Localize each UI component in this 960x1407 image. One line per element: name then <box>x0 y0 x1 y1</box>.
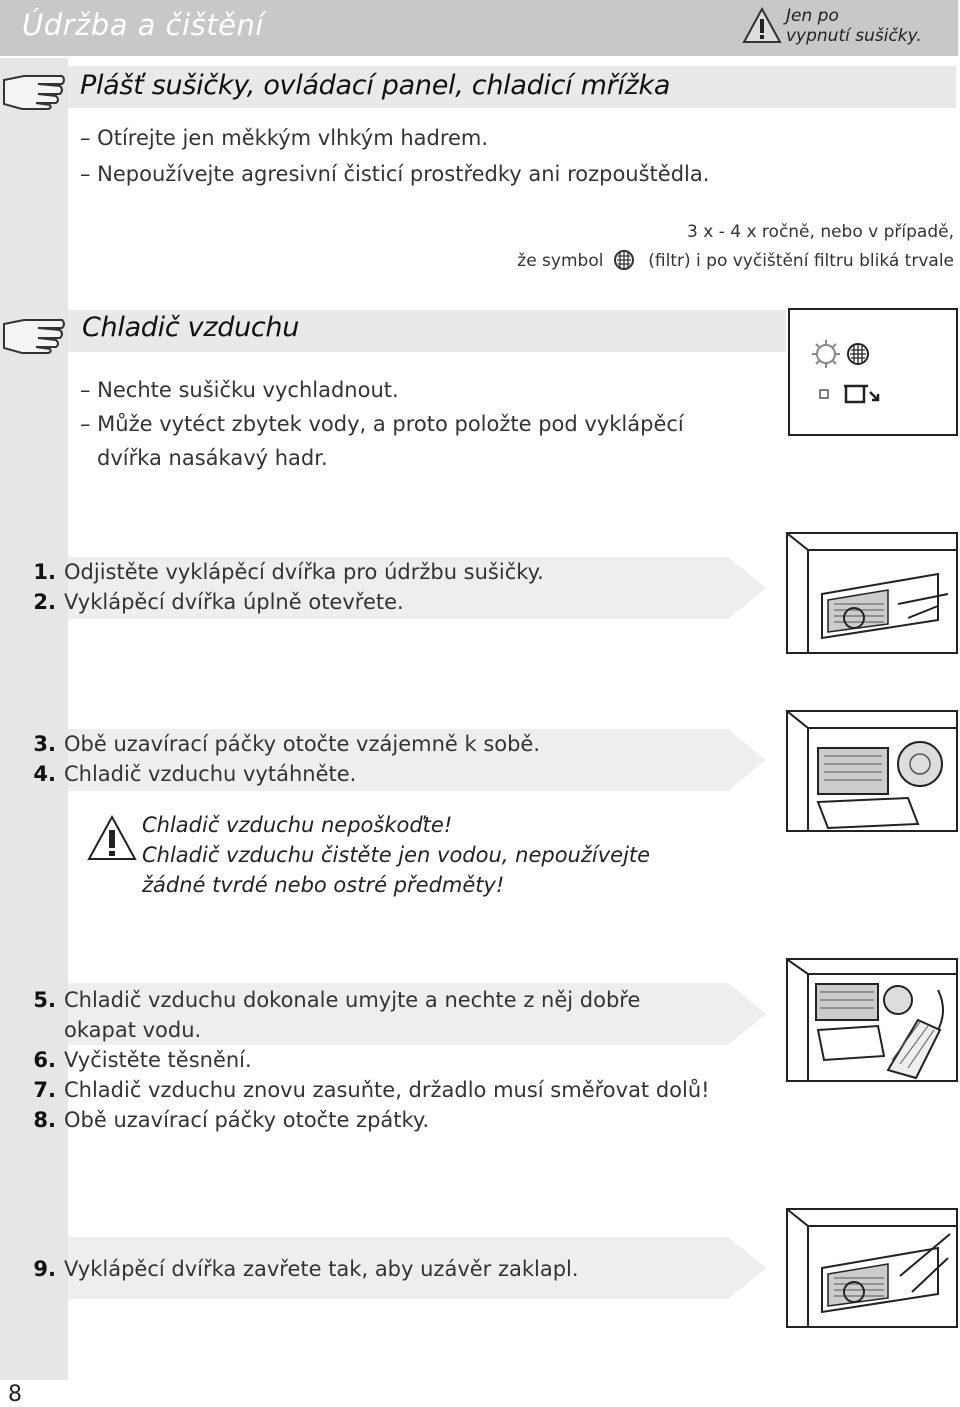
frequency-note-line1: 3 x - 4 x ročně, nebo v případě, <box>687 222 954 242</box>
open-door-illustration <box>786 532 958 654</box>
frequency-note-suffix: (filtr) i po vyčištění filtru bliká trvale <box>648 251 954 271</box>
dryer-open-door-icon <box>788 534 956 652</box>
step-item: 2. Vyklápěcí dvířka úplně otevřete. <box>33 590 404 614</box>
air-cooler-bullet-list <box>80 374 684 474</box>
step-item: 8. Obě uzavírací páčky otočte zpátky. <box>33 1108 430 1132</box>
caution-line1: Chladič vzduchu nepoškoďte! <box>142 813 453 837</box>
step-group-4 <box>20 1254 579 1284</box>
step-item: 9. Vyklápěcí dvířka zavřete tak, aby uzávěr zaklapl. <box>33 1257 579 1281</box>
step-item: 7. Chladič vzduchu znovu zasuňte, držadlo musí směřovat dolů! <box>33 1078 710 1102</box>
control-panel-symbols-icon <box>790 310 956 434</box>
pointing-hand-icon <box>2 310 68 354</box>
dryer-cooler-icon <box>788 712 956 830</box>
dryer-close-door-icon <box>788 1210 956 1326</box>
step-item: 4. Chladič vzduchu vytáhněte. <box>33 762 357 786</box>
list-item: dvířka nasákavý hadr. <box>97 446 328 470</box>
left-sidebar <box>0 58 68 1380</box>
warning-triangle-icon <box>742 6 782 44</box>
frequency-note-line2 <box>517 249 954 271</box>
page-number: 8 <box>8 1382 22 1407</box>
step-group-2 <box>20 729 540 789</box>
caution-line3: žádné tvrdé nebo ostré předměty! <box>142 873 505 897</box>
caution-line2: Chladič vzduchu čistěte jen vodou, nepoužívejte <box>142 843 651 867</box>
close-door-illustration <box>786 1208 958 1328</box>
caution-text <box>142 810 650 900</box>
caution-triangle-icon <box>86 814 138 862</box>
step-item: 6. Vyčistěte těsnění. <box>33 1048 252 1072</box>
step-item: 1. Odjistěte vyklápěcí dvířka pro údržbu sušičky. <box>33 560 544 584</box>
step-item: 3. Obě uzavírací páčky otočte vzájemně k sobě. <box>33 732 541 756</box>
frequency-note-prefix: že symbol <box>517 251 604 271</box>
page-title: Údržba a čištění <box>22 8 264 42</box>
control-panel-illustration <box>788 308 958 436</box>
warning-note-line2: vypnutí sušičky. <box>786 26 922 46</box>
list-item: – Otírejte jen měkkým vlhkým hadrem. <box>80 126 489 150</box>
wash-cooler-illustration <box>786 958 958 1082</box>
list-item: – Nepoužívejte agresivní čisticí prostředky ani rozpouštědla. <box>80 162 710 186</box>
pointing-hand-icon <box>2 66 68 110</box>
dryer-washing-icon <box>788 960 956 1080</box>
section-title-housing: Plášť sušičky, ovládací panel, chladicí mřížka <box>80 70 671 101</box>
section-title-air-cooler: Chladič vzduchu <box>82 312 300 343</box>
remove-cooler-illustration <box>786 710 958 832</box>
warning-note <box>786 6 922 46</box>
step-group-1 <box>20 557 544 617</box>
warning-note-line1: Jen po <box>786 6 839 26</box>
housing-bullet-list <box>80 122 709 190</box>
list-item: – Nechte sušičku vychladnout. <box>80 378 399 402</box>
step-item: okapat vodu. <box>64 1018 202 1042</box>
filter-symbol-icon <box>613 249 635 271</box>
step-item: 5. Chladič vzduchu dokonale umyjte a nechte z něj dobře <box>33 988 641 1012</box>
step-group-3 <box>20 985 710 1135</box>
list-item: – Může vytéct zbytek vody, a proto položte pod vyklápěcí <box>80 412 684 436</box>
